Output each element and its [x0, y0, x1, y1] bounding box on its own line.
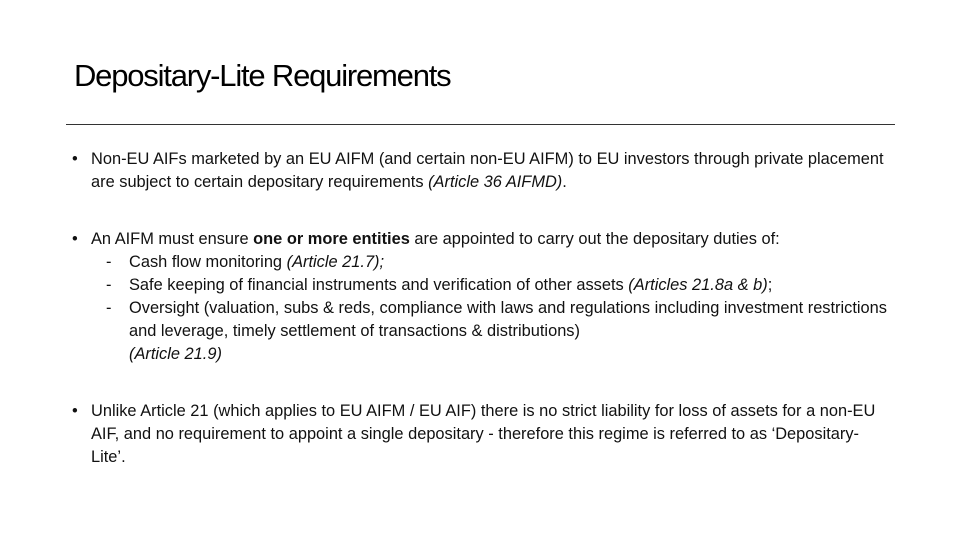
- bullet-marker: •: [72, 402, 78, 420]
- bullet-2-intro: [91, 228, 892, 251]
- bullet-marker: •: [72, 230, 78, 248]
- sub-item-oversight: [91, 297, 892, 366]
- dash-marker: -: [106, 276, 112, 294]
- bullet-1-reference: (Article 36 AIFMD): [428, 173, 563, 191]
- bullet-point-2: [72, 228, 892, 366]
- dash-marker: -: [106, 299, 112, 317]
- sub-item-cash-flow: [91, 251, 892, 274]
- bullet-point-1: [72, 148, 892, 194]
- sub-item-reference: (Articles 21.8a & b): [628, 276, 768, 294]
- sub-item-safe-keeping: [91, 274, 892, 297]
- sub-item-text: Safe keeping of financial instruments and verification of other assets: [129, 276, 629, 294]
- bullet-marker: •: [72, 150, 78, 168]
- title-divider: [66, 124, 895, 125]
- sub-item-reference: (Article 21.9): [129, 345, 222, 363]
- sub-item-text: Oversight (valuation, subs & reds, compliance with laws and regulations including investment restrictions and leverage, timely settlement of transactions & distributions): [129, 299, 887, 340]
- sub-item-text: Cash flow monitoring: [129, 253, 287, 271]
- bullet-3-text: Unlike Article 21 (which applies to EU AIFM / EU AIF) there is no strict liability for loss of assets for a non-EU AIF, and no requirement to appoint a single depositary - therefore this regime is referred to as ‘Depositary-Lite’.: [91, 402, 876, 466]
- bullet-1-end: .: [562, 173, 567, 191]
- dash-marker: -: [106, 253, 112, 271]
- slide-title: Depositary-Lite Requirements: [74, 58, 451, 93]
- bullet-2-bold-text: one or more entities: [253, 230, 410, 248]
- bullet-2-text-after: are appointed to carry out the depositary duties of:: [409, 230, 780, 248]
- bullet-1-text: Non-EU AIFs marketed by an EU AIFM (and certain non-EU AIFM) to EU investors through private placement are subject to certain depositary requirements: [91, 150, 884, 191]
- bullet-2-text-before: An AIFM must ensure: [91, 230, 254, 248]
- sub-item-end: ;: [767, 276, 773, 294]
- slide-body: [72, 148, 892, 503]
- bullet-point-3: [72, 400, 892, 469]
- sub-item-reference: (Article 21.7);: [286, 253, 385, 271]
